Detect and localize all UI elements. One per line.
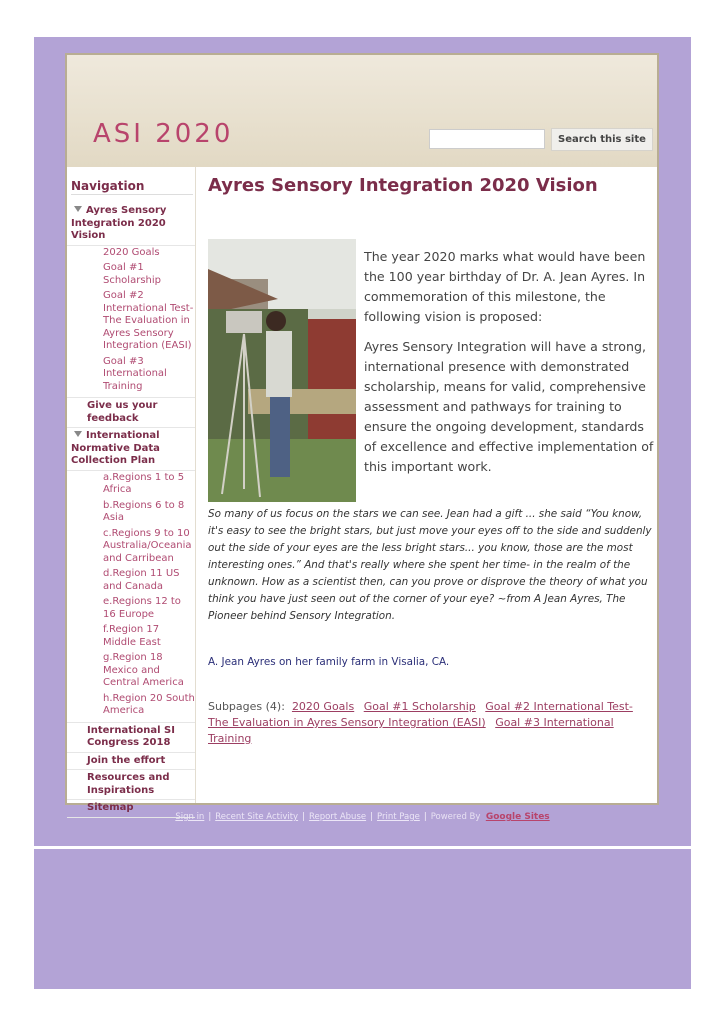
expand-triangle-icon[interactable] <box>74 431 82 437</box>
footer-link-signin[interactable]: Sign in <box>175 812 205 822</box>
nav-sub-item[interactable]: a.Regions 1 to 5 Africa <box>103 471 185 495</box>
subpage-link[interactable]: Goal #1 Scholarship <box>363 700 476 713</box>
nav-subgroup-regions <box>67 471 195 723</box>
site-frame <box>65 53 659 813</box>
powered-by-text: Powered By <box>430 812 481 822</box>
page-title: Ayres Sensory Integration 2020 Vision <box>208 175 598 196</box>
footer-separator: | <box>302 812 305 822</box>
footer-separator: | <box>370 812 373 822</box>
jean-ayres-photo <box>208 239 356 502</box>
site-footer <box>34 812 691 822</box>
subpages-list <box>208 699 652 747</box>
nav-item-feedback[interactable]: Give us your feedback <box>67 398 195 428</box>
nav-sub-item[interactable]: b.Regions 6 to 8 Asia <box>103 499 185 523</box>
nav-item-sitemap[interactable]: Sitemap <box>67 800 195 818</box>
expand-triangle-icon[interactable] <box>74 206 82 212</box>
intro-paragraph-1: The year 2020 marks what would have been the 100 year birthday of Dr. A. Jean Ayres. In commemoration of this milestone, the following vision is proposed: <box>364 249 646 324</box>
site-header <box>67 55 657 167</box>
nav-sub-item[interactable]: Goal #3 International Training <box>103 355 167 392</box>
footer-link-activity[interactable]: Recent Site Activity <box>215 812 299 822</box>
site-title[interactable]: ASI 2020 <box>93 119 234 149</box>
nav-list <box>67 203 195 818</box>
intro-paragraph-2: Ayres Sensory Integration will have a strong, international presence with demonstrated scholarship, means for valid, comprehensive assessment and pathways for training to ensure the ongoing development, standards of excellence and effective implementation of this important work. <box>364 339 654 474</box>
subpage-link[interactable]: Goal #3 International Training <box>208 716 614 745</box>
footer-separator: | <box>423 812 427 822</box>
nav-item-join[interactable]: Join the effort <box>67 753 195 771</box>
nav-sub-item[interactable]: Goal #2 International Test-The Evaluation in Ayres Sensory Integration (EASI) <box>103 290 194 351</box>
google-sites-link[interactable]: Google Sites <box>485 812 550 822</box>
search-button[interactable]: Search this site <box>551 128 653 151</box>
nav-item-normative-data[interactable]: International Normative Data Collection Plan <box>67 428 195 471</box>
quote-text: So many of us focus on the stars we can see. Jean had a gift ... she said “You know, it's easy to see the bright stars, but just move your eyes off to the side and suddenly out the side of your eyes are the less bright stars... you know, those are the most interesting ones.” And that's really where she spent her time- in the realm of the unknown. How as a scientist then, can you prove or disprove the theory of what you think you have just seen out of the corner of your eye? ~from A Jean Ayres, The Pioneer behind Sensory Integration. <box>208 508 652 622</box>
subpages-label: Subpages (4): <box>208 700 285 713</box>
search-input[interactable] <box>429 129 545 149</box>
intro-text <box>364 247 654 487</box>
nav-sub-item[interactable]: f.Region 17 Middle East <box>103 624 161 648</box>
nav-sub-item[interactable]: Goal #1 Scholarship <box>103 262 161 286</box>
nav-sub-item[interactable]: c.Regions 9 to 10 Australia/Oceania and Carribean <box>103 527 192 564</box>
nav-item-congress[interactable]: International SI Congress 2018 <box>67 723 195 753</box>
nav-sub-item[interactable]: 2020 Goals <box>103 246 160 258</box>
nav-sub-item[interactable]: g.Region 18 Mexico and Central America <box>103 652 184 688</box>
footer-separator: | <box>208 812 212 822</box>
footer-link-abuse[interactable]: Report Abuse <box>308 812 367 822</box>
nav-sub-item[interactable]: h.Region 20 South America <box>103 692 195 716</box>
sidebar <box>67 167 196 813</box>
nav-heading: Navigation <box>71 179 193 195</box>
page-background-lower <box>34 849 691 989</box>
subpage-link[interactable]: 2020 Goals <box>291 700 355 713</box>
photo-caption: A. Jean Ayres on her family farm in Visalia, CA. <box>208 656 450 668</box>
subpage-link[interactable]: Goal #2 International Test-The Evaluation in Ayres Sensory Integration (EASI) <box>208 700 633 729</box>
nav-item-resources[interactable]: Resources and Inspirations <box>67 770 195 800</box>
nav-item-asi-vision[interactable]: Ayres Sensory Integration 2020 Vision <box>67 203 195 246</box>
nav-sub-item[interactable]: e.Regions 12 to 16 Europe <box>103 596 181 620</box>
nav-subgroup-vision <box>67 246 195 399</box>
nav-sub-item[interactable]: d.Region 11 US and Canada <box>103 568 180 592</box>
footer-link-print[interactable]: Print Page <box>376 812 420 822</box>
